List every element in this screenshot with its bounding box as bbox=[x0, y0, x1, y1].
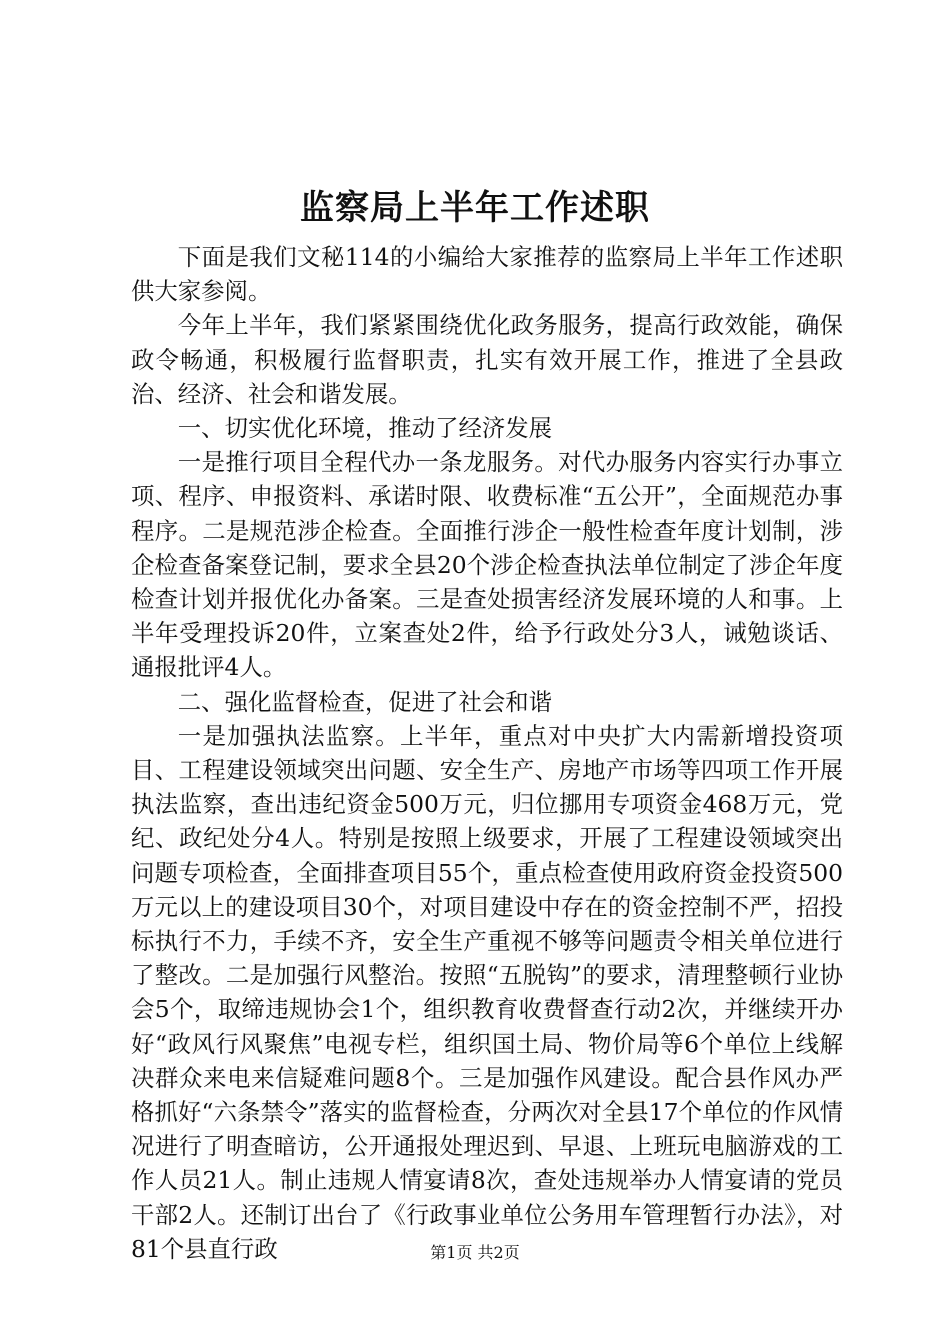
page-footer: 第1页 共2页 bbox=[430, 1243, 520, 1262]
section-heading-1: 一、切实优化环境，推动了经济发展 bbox=[177, 414, 553, 443]
document-title: 监察局上半年工作述职 bbox=[300, 188, 650, 228]
document-body bbox=[131, 240, 843, 1266]
paragraph-intro: 下面是我们文秘114的小编给大家推荐的监察局上半年工作述职供大家参阅。 bbox=[131, 243, 843, 306]
section-heading-2: 二、强化监督检查，促进了社会和谐 bbox=[177, 687, 553, 716]
paragraph-section-1: 一是推行项目全程代办一条龙服务。对代办服务内容实行办事立项、程序、申报资料、承诺时限、收费标准“五公开”，全面规范办事程序。二是规范涉企检查。全面推行涉企一般性检查年度计划制，涉企检查备案登记制，要求全县20个涉企检查执法单位制定了涉企年度检查计划并报优化办备案。三是查处损害经济发展环境的人和事。上半年受理投诉20件，立案查处2件，给予行政处分3人，诫勉谈话、通报批评4人。 bbox=[131, 448, 843, 682]
paragraph-summary: 今年上半年，我们紧紧围绕优化政务服务，提高行政效能，确保政令畅通，积极履行监督职责，扎实有效开展工作，推进了全县政治、经济、社会和谐发展。 bbox=[131, 311, 843, 408]
paragraph-section-2: 一是加强执法监察。上半年，重点对中央扩大内需新增投资项目、工程建设领域突出问题、安全生产、房地产市场等四项工作开展执法监察，查出违纪资金500万元，归位挪用专项资金468万元，党纪、政纪处分4人。特别是按照上级要求，开展了工程建设领域突出问题专项检查，全面排查项目55个，重点检查使用政府资金投资500万元以上的建设项目30个，对项目建设中存在的资金控制不严，招投标执行不力，手续不齐，安全生产重视不够等问题责令相关单位进行了整改。二是加强行风整治。按照“五脱钩”的要求，清理整顿行业协会5个，取缔违规协会1个，组织教育收费督查行动2次，并继续开办好“政风行风聚焦”电视专栏，组织国土局、物价局等6个单位上线解决群众来电来信疑难问题8个。三是加强作风建设。配合县作风办严格抓好“六条禁令”落实的监督检查，分两次对全县17个单位的作风情况进行了明查暗访，公开通报处理迟到、早退、上班玩电脑游戏的工作人员21人。制止违规人情宴请8次，查处违规举办人情宴请的党员干部2人。还制订出台了《行政事业单位公务用车管理暂行办法》，对81个县直行政 bbox=[131, 721, 843, 1263]
